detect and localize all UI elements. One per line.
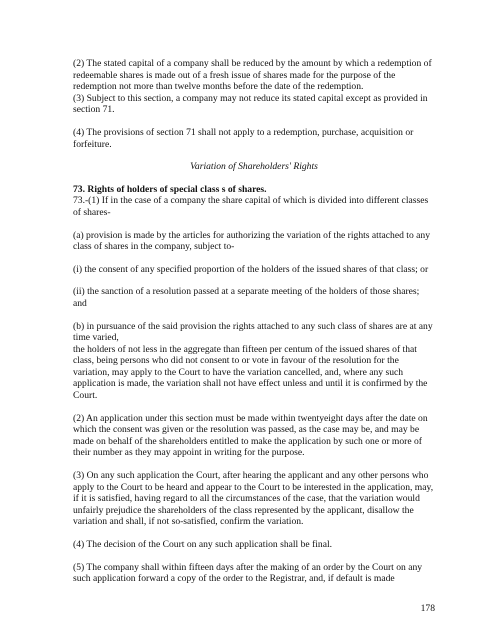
paragraph-section-71-exclusion: (4) The provisions of section 71 shall not apply to a redemption, purchase, acquisition or forfeiture.: [73, 126, 414, 150]
paragraph-2-application-deadline: (2) An application under this section must be made within twentyeight days after the date on which the consent was given or the resolution was passed, as the case may be, and may be made on behalf of the shareholders entitled to make the application by such one or more of their number as they may appoint in writing for the purpose.: [73, 412, 428, 459]
clause-b-continuation: the holders of not less in the aggregate than fifteen per centum of the issued shares of that class, being persons who did not consent to or vote in favour of the resolution for the variation, may apply to the Court to have the variation cancelled, and, where any such application is made, the variation shall not have effect unless and until it is confirmed by the Court.: [73, 343, 428, 402]
paragraph-5-forward-order: (5) The company shall within fifteen days after the making of an order by the Court on any such application forward a copy of the order to the Registrar, and, if default is made: [73, 561, 423, 585]
page-number: 178: [420, 603, 435, 614]
paragraph-3-court-hearing: (3) On any such application the Court, after hearing the applicant and any other persons who apply to the Court to be heard and appear to the Court to be interested in the application, may, if it is satisfied, having regard to all the circumstances of the case, that the variation would unfairly prejudice the shareholders of the class represented by the applicant, disallow the variation and shall, if not so-satisfied, confirm the variation.: [73, 470, 434, 528]
paragraph-stated-capital-reduction: (2) The stated capital of a company shall be reduced by the amount by which a redemption of redeemable shares is made out of a fresh issue of shares made for the purpose of the redemption not more than twelve months before the date of the redemption.: [73, 58, 432, 93]
clause-a: (a) provision is made by the articles for authorizing the variation of the rights attached to any class of shares in the company, subject to-: [73, 229, 430, 253]
document-page: [73, 58, 435, 585]
paragraph-reduce-stated-capital: (3) Subject to this section, a company may not reduce its stated capital except as provided in section 71.: [73, 92, 428, 116]
section-title-73: 73. Rights of holders of special class s of shares.: [73, 183, 267, 195]
subheading-variation-of-rights: Variation of Shareholders' Rights: [190, 161, 318, 173]
paragraph-4-decision-final: (4) The decision of the Court on any such application shall be final.: [73, 539, 333, 550]
clause-i: (i) the consent of any specified proportion of the holders of the issued shares of that class; or: [73, 263, 429, 275]
section-73-intro: 73.-(1) If in the case of a company the share capital of which is divided into different classes of shares-: [73, 195, 429, 218]
clause-ii: (ii) the sanction of a resolution passed at a separate meeting of the holders of those shares; and: [73, 286, 420, 309]
clause-b: (b) in pursuance of the said provision the rights attached to any such class of shares are at any time varied,: [73, 320, 433, 344]
